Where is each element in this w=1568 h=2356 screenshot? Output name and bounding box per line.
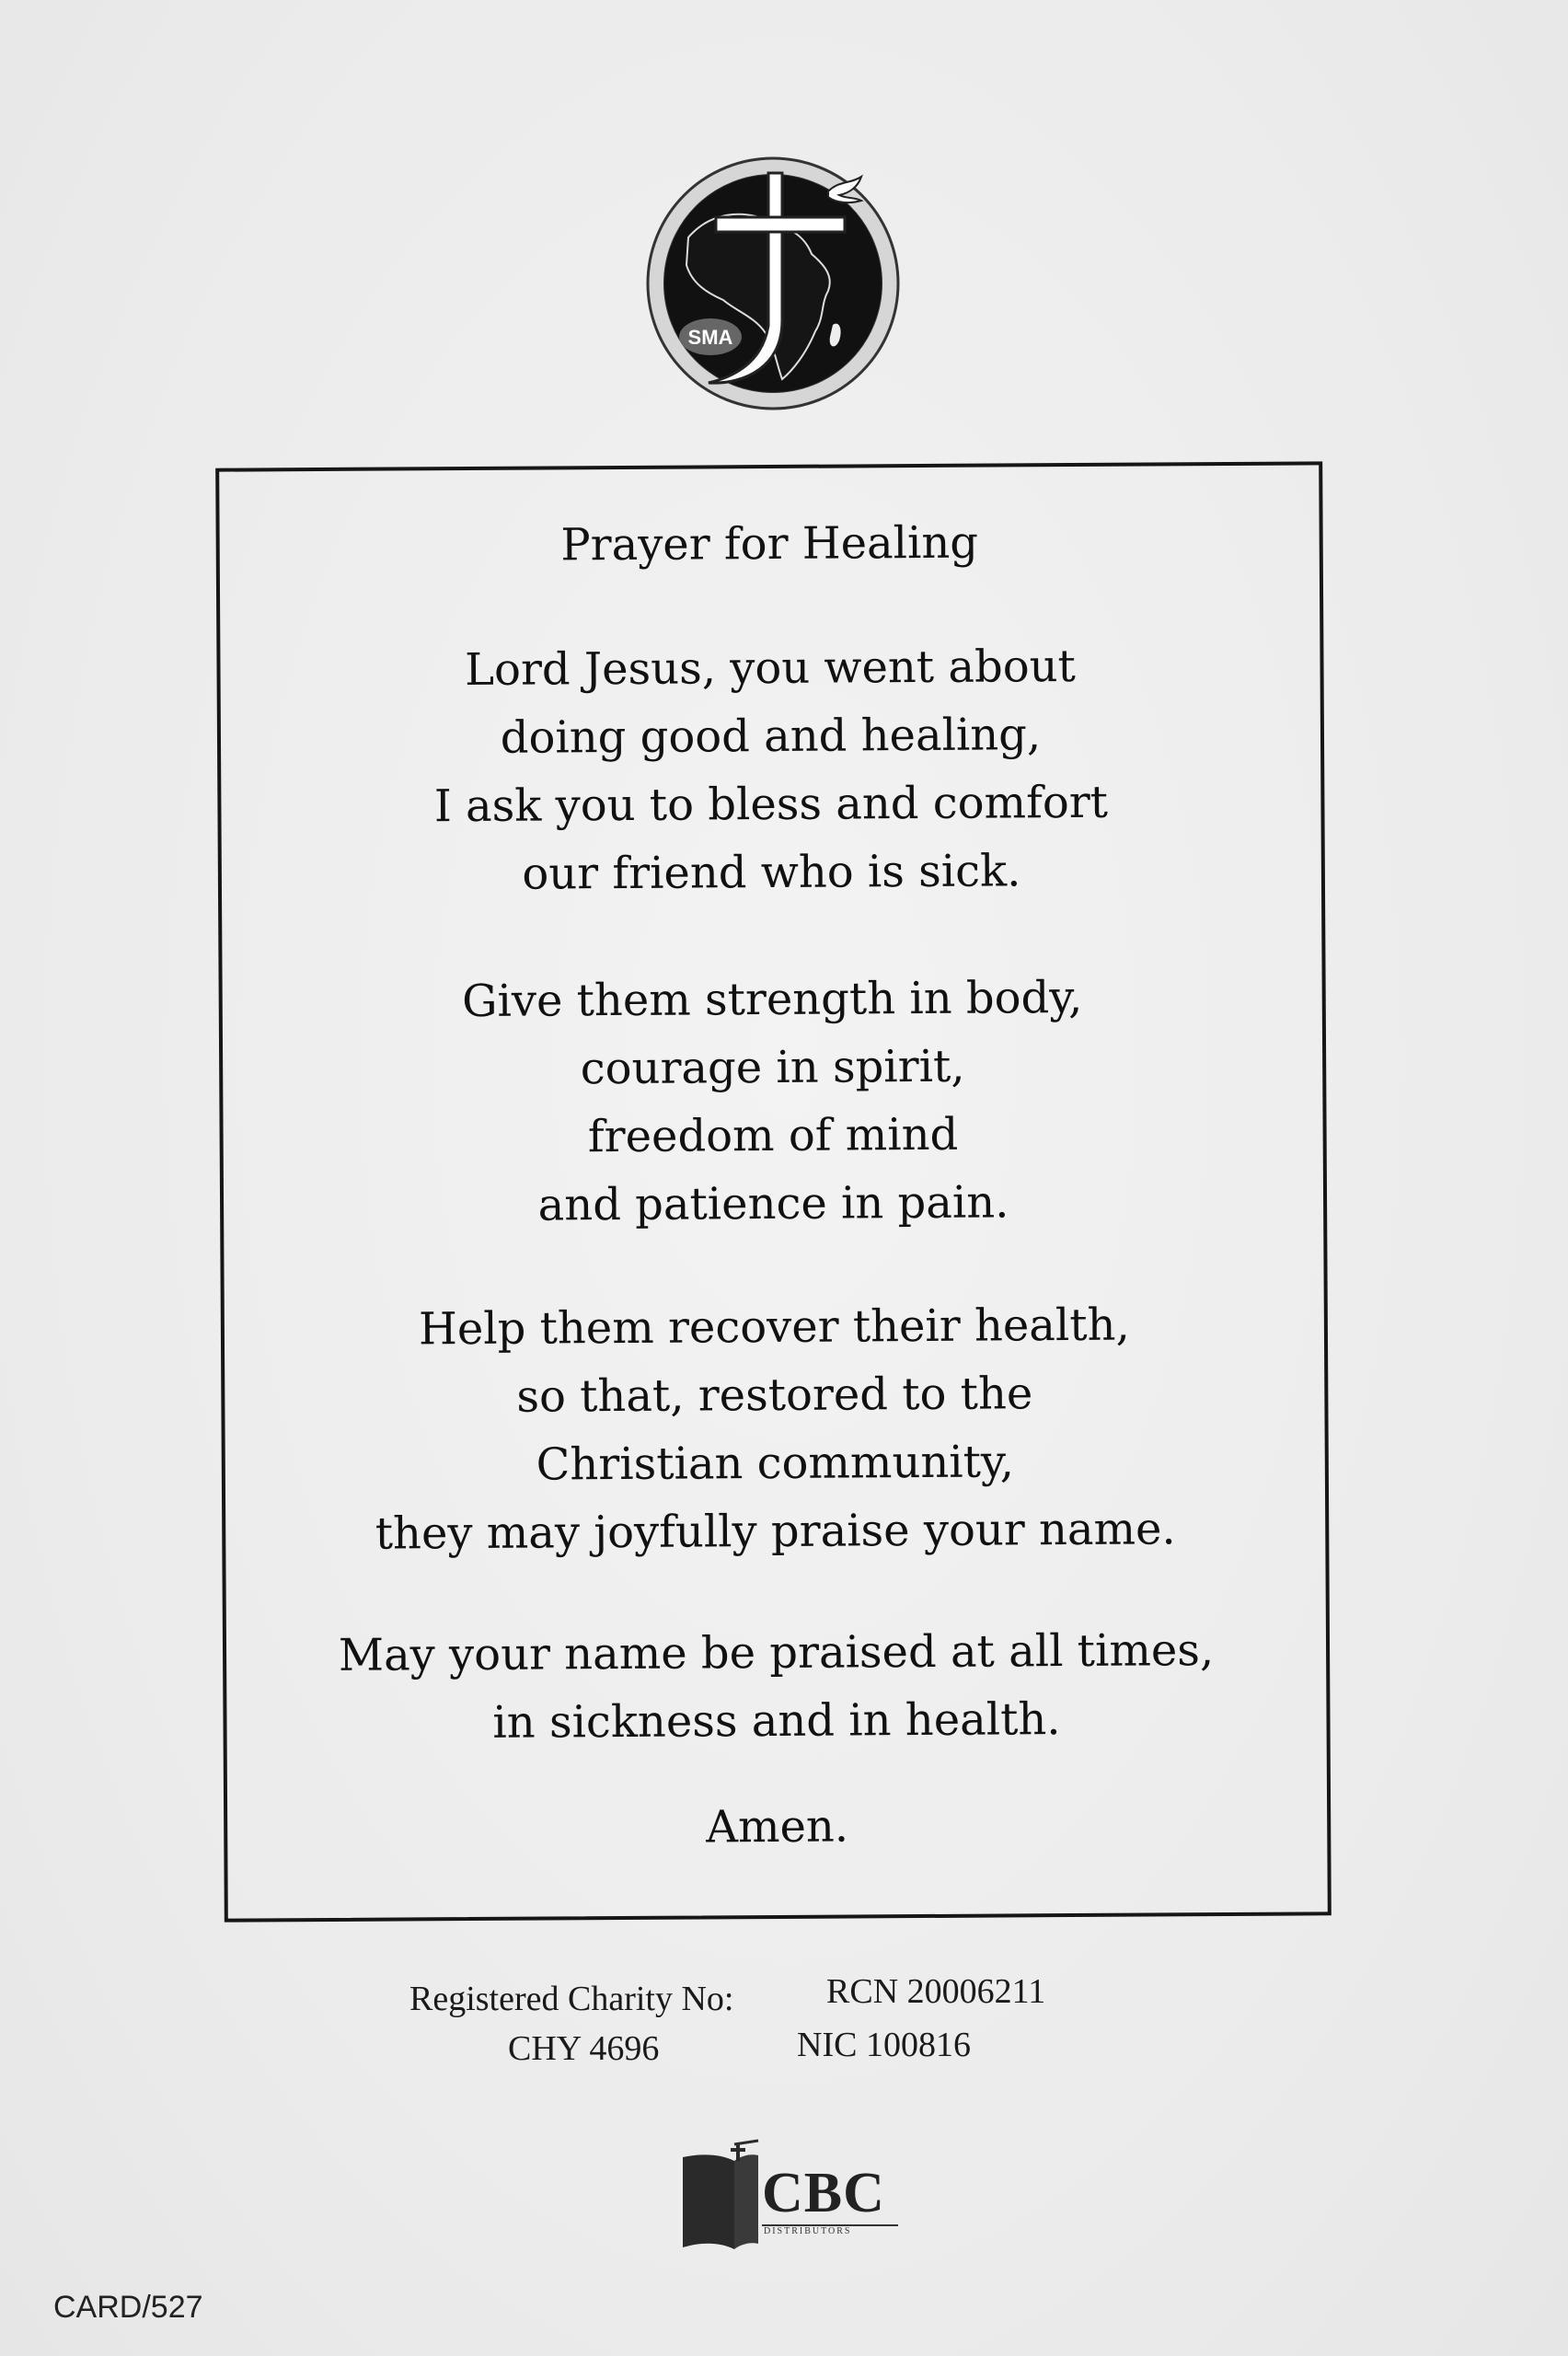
stanza-line: our friend who is sick. [522, 845, 1021, 900]
stanza-line: they may joyfully praise your name. [375, 1503, 1176, 1560]
stanza-line: so that, restored to the [516, 1368, 1033, 1423]
charity-rcn: RCN 20006211 [826, 1972, 1046, 2011]
charity-label: Registered Charity No: [409, 1980, 734, 2018]
stanza-1 [220, 630, 1321, 909]
stanza-4 [226, 1615, 1327, 1758]
prayer-frame [215, 461, 1332, 1922]
prayer-closing: Amen. [706, 1800, 849, 1854]
stanza-2 [223, 962, 1324, 1241]
stanza-line: Lord Jesus, you went about [465, 640, 1077, 697]
publisher-name: CBC [762, 2162, 885, 2224]
stanza-line: Help them recover their health, [418, 1299, 1130, 1356]
stanza-line: Give them strength in body, [461, 971, 1083, 1028]
charity-chy: CHY 4696 [508, 2029, 660, 2068]
card-code: CARD/527 [53, 2290, 203, 2325]
stanza-line: Christian community, [536, 1436, 1015, 1491]
stanza-line: and patience in pain. [537, 1176, 1009, 1231]
stanza-line: in sickness and in health. [492, 1693, 1061, 1749]
stanza-line: doing good and healing, [500, 709, 1042, 764]
stanza-line: courage in spirit, [580, 1040, 965, 1095]
publisher-subtitle: DISTRIBUTORS [764, 2226, 852, 2236]
sma-badge-text: SMA [687, 326, 733, 349]
charity-nic: NIC 100816 [797, 2026, 971, 2064]
stanza-line: freedom of mind [587, 1108, 959, 1163]
stanza-line: I ask you to bless and comfort [433, 776, 1109, 833]
sma-cross-africa-logo [644, 136, 911, 412]
prayer-title: Prayer for Healing [560, 516, 979, 572]
stanza-3 [225, 1289, 1326, 1568]
stanza-line: May your name be praised at all times, [338, 1624, 1215, 1681]
